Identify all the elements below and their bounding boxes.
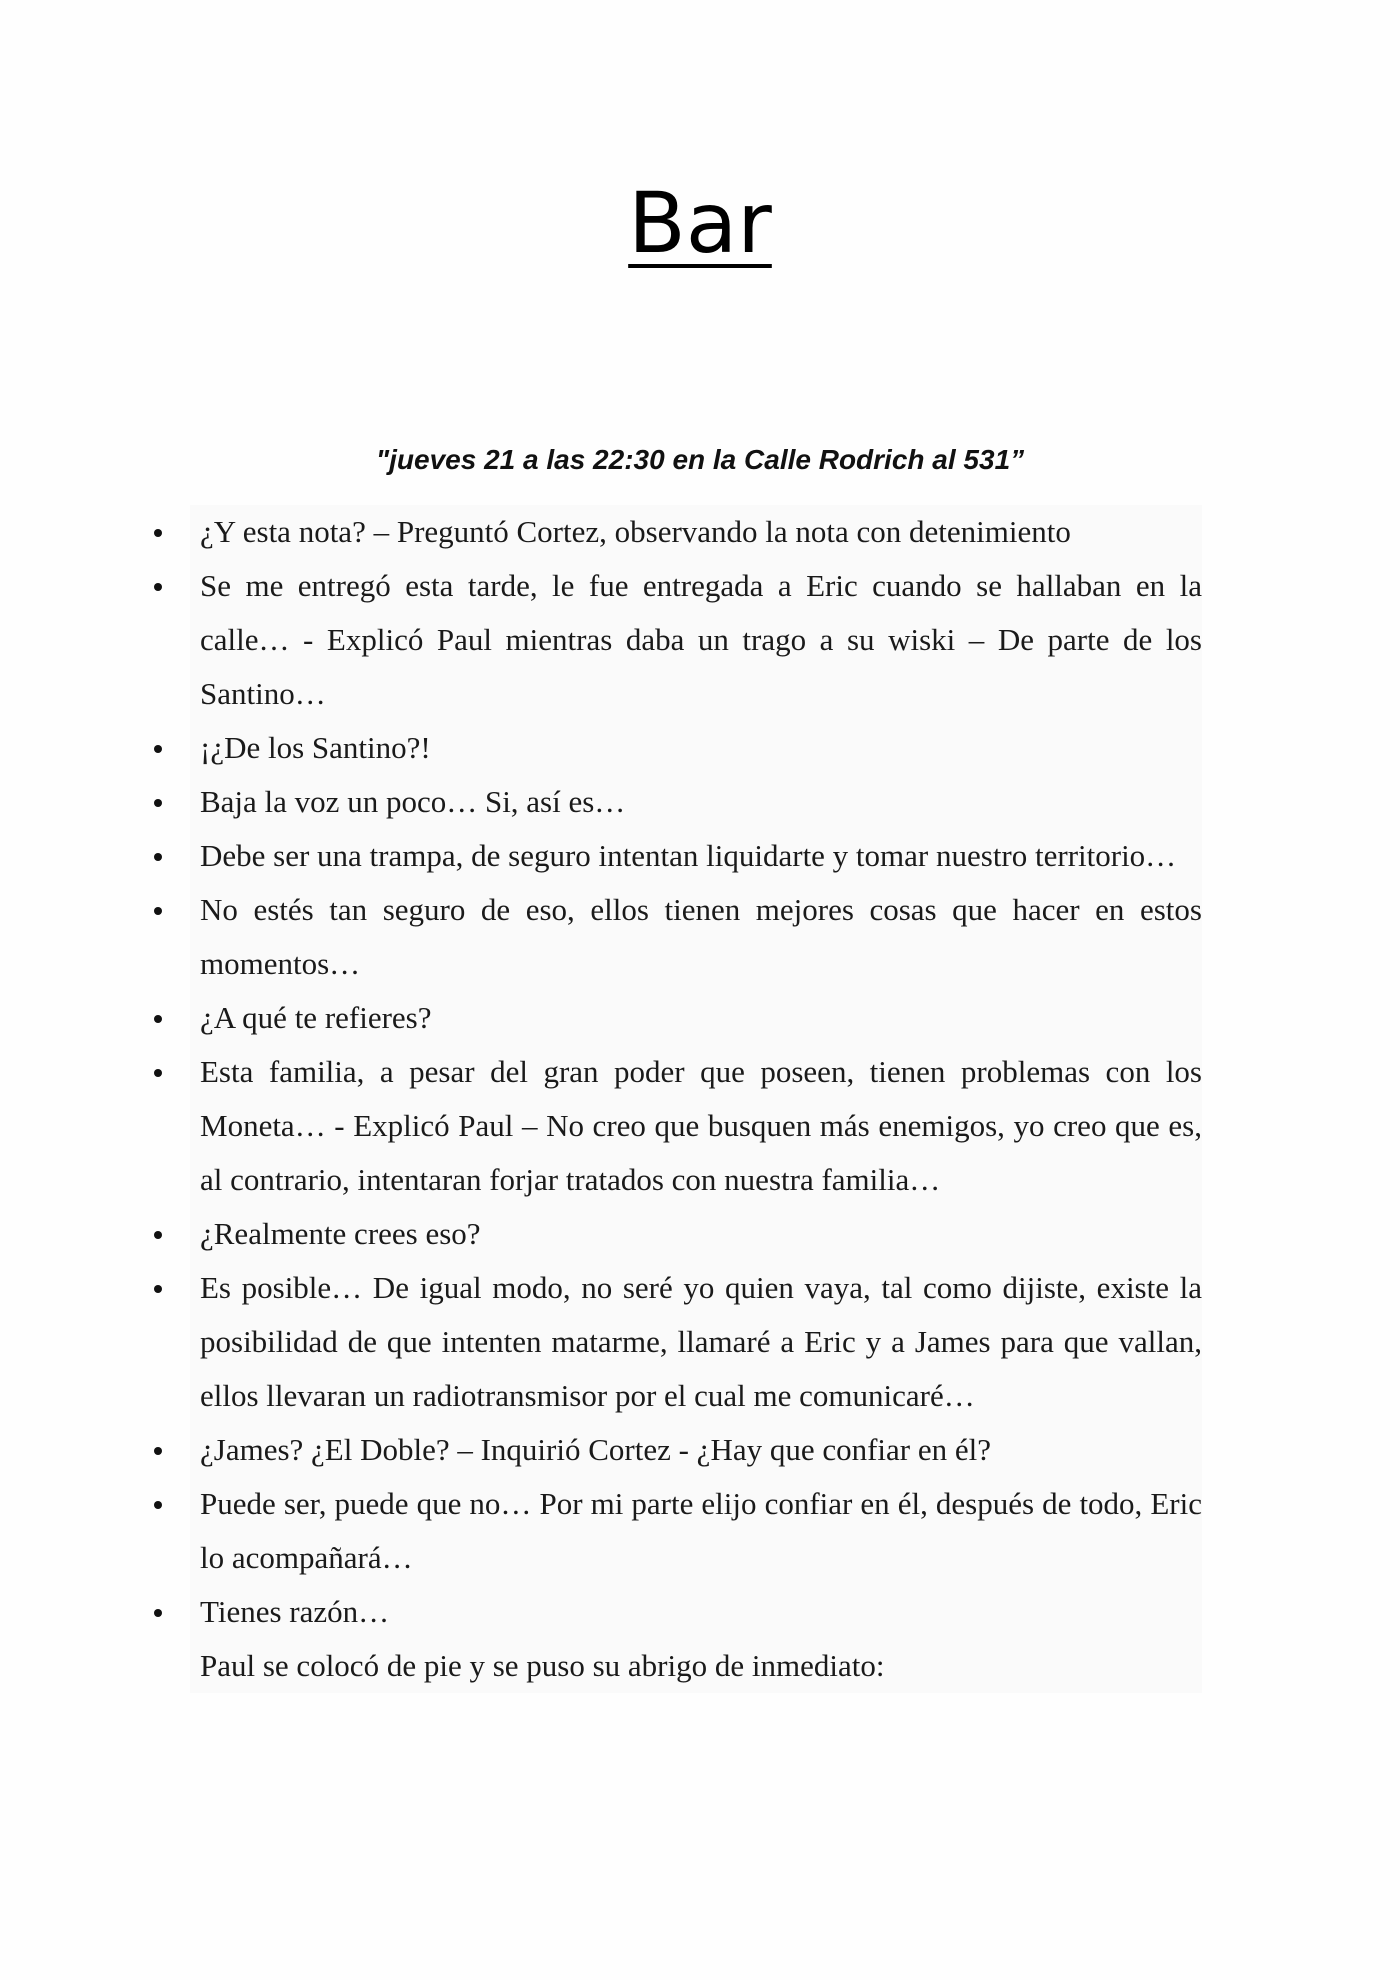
bullet-icon [154, 853, 162, 861]
dialogue-line: Se me entregó esta tarde, le fue entregada a Eric cuando se hallaban en la calle… - Explicó Paul mientras daba un trago a su wiski – De parte de los Santino… [190, 559, 1202, 721]
dialogue-block [190, 505, 1202, 1693]
dialogue-list [190, 505, 1202, 1639]
dialogue-line: ¿James? ¿El Doble? – Inquirió Cortez - ¿Hay que confiar en él? [190, 1423, 1202, 1477]
bullet-icon [154, 1285, 162, 1293]
bullet-icon [154, 1069, 162, 1077]
bullet-icon [154, 1015, 162, 1023]
dialogue-line: Debe ser una trampa, de seguro intentan liquidarte y tomar nuestro territorio… [190, 829, 1202, 883]
dialogue-line: ¿Realmente crees eso? [190, 1207, 1202, 1261]
bullet-icon [154, 1447, 162, 1455]
title-text: Bar [628, 174, 772, 272]
bullet-icon [154, 1231, 162, 1239]
bullet-icon [154, 529, 162, 537]
bullet-icon [154, 907, 162, 915]
dialogue-line: Es posible… De igual modo, no seré yo quien vaya, tal como dijiste, existe la posibilidad de que intenten matarme, llamaré a Eric y a James para que vallan, ellos llevaran un radiotransmisor por el cual me comunicaré… [190, 1261, 1202, 1423]
dialogue-line: Tienes razón… [190, 1585, 1202, 1639]
bullet-icon [154, 799, 162, 807]
closing-paragraph: Paul se colocó de pie y se puso su abrigo de inmediato: [200, 1648, 885, 1683]
bullet-icon [154, 745, 162, 753]
dialogue-line: Esta familia, a pesar del gran poder que poseen, tienen problemas con los Moneta… - Explicó Paul – No creo que busquen más enemigos, yo creo que es, al contrario, intentaran forjar tratados con nuestra familia… [190, 1045, 1202, 1207]
dialogue-line: No estés tan seguro de eso, ellos tienen mejores cosas que hacer en estos momentos… [190, 883, 1202, 991]
bullet-icon [154, 583, 162, 591]
dialogue-line: Baja la voz un poco… Si, así es… [190, 775, 1202, 829]
dialogue-line: ¿Y esta nota? – Preguntó Cortez, observando la nota con detenimiento [190, 505, 1202, 559]
bullet-icon [154, 1501, 162, 1509]
dialogue-line: Puede ser, puede que no… Por mi parte elijo confiar en él, después de todo, Eric lo acompañará… [190, 1477, 1202, 1585]
bullet-icon [154, 1609, 162, 1617]
dialogue-line: ¡¿De los Santino?! [190, 721, 1202, 775]
dialogue-line: ¿A qué te refieres? [190, 991, 1202, 1045]
document-title [0, 168, 1400, 278]
document-subtitle: "jueves 21 a las 22:30 en la Calle Rodrich al 531” [375, 444, 1025, 475]
